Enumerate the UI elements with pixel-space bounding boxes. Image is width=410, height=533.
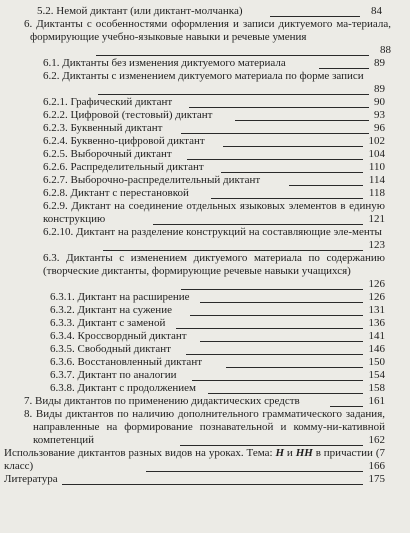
toc-entry-label: 6.2.8. Диктант с перестановкой — [43, 187, 189, 199]
toc-entry[interactable] — [37, 5, 382, 18]
toc-entry-label: 6.3.5. Свободный диктант — [50, 343, 171, 355]
toc-entry-label: 6.3.3. Диктант с заменой — [50, 317, 166, 329]
toc-leader — [189, 107, 369, 108]
toc-entry[interactable] — [43, 187, 385, 200]
toc-entry-page: 162 — [368, 434, 385, 446]
toc-entry-label: 6.2.3. Буквенный диктант — [43, 122, 163, 134]
toc-leader — [98, 94, 369, 95]
toc-entry-page: 126 — [368, 291, 385, 303]
toc-entry-page: 102 — [368, 135, 385, 147]
toc-leader — [180, 445, 363, 446]
toc-leader — [146, 471, 363, 472]
toc-leader — [186, 354, 363, 355]
toc-entry-page: 89 — [374, 57, 385, 69]
toc-entry-label: 6.2.5. Выборочный диктант — [43, 148, 172, 160]
toc-entry-label: 6.2.2. Цифровой (тестовый) диктант — [43, 109, 213, 121]
toc-entry-page: 136 — [368, 317, 385, 329]
toc-entry-page: 110 — [368, 161, 385, 173]
toc-entry-page: 114 — [368, 174, 385, 186]
toc-entry-label: 6.3.1. Диктант на расширение — [50, 291, 190, 303]
toc-entry[interactable] — [50, 291, 385, 304]
toc-entry-page: 93 — [374, 109, 385, 121]
toc-entry-label: 6.2.4. Буквенно-цифровой диктант — [43, 135, 205, 147]
toc-leader — [330, 406, 363, 407]
toc-entry-label: 8. Виды диктантов по наличию дополнительного грамматического задания, направленные на формирование познавательной и комму-ни-кативной компетенций — [24, 408, 385, 446]
toc-leader — [235, 120, 369, 121]
toc-leader — [211, 198, 363, 199]
toc-entry-page: 96 — [374, 122, 385, 134]
toc-entry-page: 90 — [374, 96, 385, 108]
toc-entry-page: 146 — [368, 343, 385, 355]
toc-entry[interactable] — [43, 70, 385, 96]
toc-entry-label-prefix: Использование диктантов разных видов на уроках. Тема: — [4, 447, 276, 459]
toc-entry-page: 154 — [368, 369, 385, 381]
table-of-contents — [0, 5, 410, 486]
toc-entry-label: 6.1. Диктанты без изменения диктуемого материала — [43, 57, 286, 69]
toc-entry[interactable] — [43, 122, 385, 135]
toc-entry-label: 6.3. Диктанты с изменением диктуемого материала по содержанию (творческие диктанты, формирующие речевые навыки учащихся) — [43, 252, 385, 277]
toc-entry-page: 88 — [380, 44, 391, 56]
toc-entry[interactable] — [24, 408, 385, 447]
toc-entry-label: Литература — [4, 473, 58, 485]
toc-entry[interactable] — [4, 473, 385, 486]
toc-leader — [153, 224, 363, 225]
toc-entry[interactable] — [4, 447, 385, 473]
toc-entry-page: 175 — [368, 473, 385, 485]
toc-entry[interactable] — [50, 369, 385, 382]
toc-leader — [187, 159, 363, 160]
toc-entry[interactable] — [50, 317, 385, 330]
toc-entry-label: 6.2.1. Графический диктант — [43, 96, 173, 108]
toc-leader — [181, 289, 363, 290]
toc-entry-label: 6.3.8. Диктант с продолжением — [50, 382, 196, 394]
toc-leader — [62, 484, 363, 485]
toc-entry[interactable] — [43, 96, 385, 109]
toc-entry-label — [4, 447, 385, 473]
toc-entry-label-suffix: в причастии (7 класс) — [4, 447, 386, 472]
toc-entry-label: 6. Диктанты с особенностями оформления и записи диктуемого ма-териала, формирующие учебно-языковые навыки и речевые умения — [24, 18, 391, 43]
toc-entry-label: 6.2. Диктанты с изменением диктуемого материала по форме записи — [43, 70, 364, 82]
toc-entry[interactable] — [43, 252, 385, 291]
toc-leader — [221, 172, 363, 173]
toc-entry[interactable] — [43, 161, 385, 174]
toc-entry[interactable] — [50, 356, 385, 369]
toc-entry-page: 158 — [368, 382, 385, 394]
toc-entry-page: 141 — [368, 330, 385, 342]
toc-entry-page: 161 — [368, 395, 385, 407]
toc-leader — [223, 146, 363, 147]
toc-entry-page: 118 — [368, 187, 385, 199]
toc-leader — [289, 185, 363, 186]
toc-leader — [190, 315, 363, 316]
toc-entry[interactable] — [24, 18, 391, 57]
toc-entry-page: 104 — [368, 148, 385, 160]
toc-entry-label: 6.3.7. Диктант по аналогии — [50, 369, 177, 381]
toc-entry[interactable] — [24, 395, 385, 408]
toc-entry[interactable] — [50, 304, 385, 317]
toc-entry[interactable] — [43, 226, 385, 252]
toc-entry-label-and: и — [284, 447, 296, 459]
toc-entry-label: 6.2.7. Выборочно-распределительный диктант — [43, 174, 261, 186]
toc-leader — [226, 367, 363, 368]
toc-leader — [319, 68, 369, 69]
toc-leader — [208, 393, 363, 394]
toc-entry-page: 89 — [374, 83, 385, 95]
toc-entry-label: 6.3.2. Диктант на сужение — [50, 304, 172, 316]
toc-entry-page: 150 — [368, 356, 385, 368]
toc-entry-page: 123 — [368, 239, 385, 251]
toc-leader — [200, 341, 363, 342]
toc-entry-page: 121 — [368, 213, 385, 225]
toc-leader — [103, 250, 363, 251]
toc-entry-label-h: Н — [275, 447, 284, 459]
toc-leader — [181, 133, 369, 134]
toc-entry-page: 126 — [368, 278, 385, 290]
toc-entry[interactable] — [43, 135, 385, 148]
toc-entry-label: 6.3.4. Кроссвордный диктант — [50, 330, 187, 342]
toc-entry[interactable] — [50, 343, 385, 356]
toc-entry-label-hh: НН — [295, 447, 313, 459]
toc-entry-label: 7. Виды диктантов по применению дидактических средств — [24, 395, 300, 407]
toc-entry-page: 131 — [368, 304, 385, 316]
toc-leader — [192, 380, 363, 381]
toc-entry[interactable] — [43, 200, 385, 226]
toc-entry-label: 6.2.9. Диктант на соединение отдельных языковых элементов в единую конструкцию — [43, 200, 385, 225]
toc-entry-label: 6.2.6. Распределительный диктант — [43, 161, 204, 173]
toc-entry-page: 84 — [371, 5, 382, 17]
toc-entry[interactable] — [43, 148, 385, 161]
toc-leader — [96, 55, 369, 56]
toc-leader — [270, 16, 360, 17]
toc-entry-page: 166 — [368, 460, 385, 472]
toc-leader — [200, 302, 363, 303]
toc-entry[interactable] — [50, 382, 385, 395]
toc-entry-label: 6.2.10. Диктант на разделение конструкций на составляющие эле-менты — [43, 226, 382, 238]
toc-entry[interactable] — [43, 109, 385, 122]
toc-entry[interactable] — [50, 330, 385, 343]
toc-entry[interactable] — [43, 57, 385, 70]
toc-entry-label: 6.3.6. Восстановленный диктант — [50, 356, 203, 368]
toc-leader — [176, 328, 363, 329]
toc-entry-label: 5.2. Немой диктант (или диктант-молчанка) — [37, 5, 243, 17]
toc-entry[interactable] — [43, 174, 385, 187]
